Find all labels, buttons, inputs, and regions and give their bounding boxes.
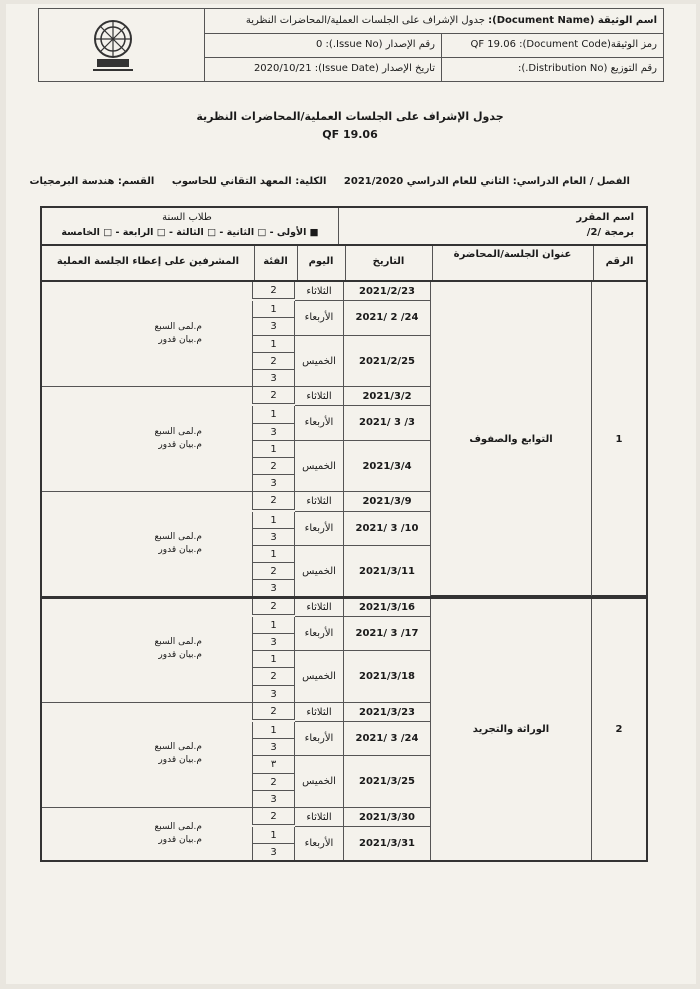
header-row-doc-name (205, 9, 663, 34)
group-cell: 3 (252, 475, 295, 492)
day-cell: الخميس (295, 336, 343, 388)
day-cell: الأربعاء (295, 617, 343, 651)
doc-code-label: رمز الوثيقة(Document Code): (519, 39, 657, 50)
col-group: الفئة (263, 256, 288, 267)
issue-date-value: 2020/10/21 (253, 63, 312, 74)
day-cell: الثلاثاء (295, 808, 343, 827)
date-cell: 2021/3/31 (343, 827, 430, 861)
group-cell: 1 (252, 336, 295, 353)
date-cell: 2021/3/2 (343, 387, 430, 406)
document-code-title: QF 19.06 (322, 128, 378, 141)
supervisor-name: م.بيان قدور (158, 439, 202, 450)
col-date: التاريخ (372, 256, 405, 267)
date-cell: 2021/ 3 /17 (343, 617, 430, 651)
supervisor-name: م.بيان قدور (158, 544, 202, 555)
supervisor-name: م.بيان قدور (158, 834, 202, 845)
day-cell: الأربعاء (295, 512, 343, 546)
date-cell: 2021/3/25 (343, 756, 430, 808)
date-cell: 2021/3/18 (343, 651, 430, 703)
supervisor-name: م.لمى السبع (154, 742, 202, 753)
day-cell: الثلاثاء (295, 492, 343, 511)
logo-cell (39, 9, 205, 81)
group-cell: 2 (252, 282, 295, 299)
group-cell: 2 (252, 598, 295, 615)
group-cell: ٣ (252, 756, 295, 773)
day-cell: الخميس (295, 546, 343, 598)
group-cell: 3 (252, 529, 295, 546)
date-cell: 2021/ 3 /3 (343, 406, 430, 440)
group-cell: 1 (252, 651, 295, 668)
issue-no-value: 0 (315, 39, 323, 50)
course-info-box (40, 206, 648, 246)
group-cell: 1 (252, 441, 295, 458)
group-cell: 3 (252, 370, 295, 387)
supervisor-name: م.لمى السبع (154, 426, 202, 437)
document-title: جدول الإشراف على الجلسات العملية/المحاضرات النظرية (196, 110, 504, 123)
day-cell: الأربعاء (295, 722, 343, 756)
session-num-cell: 2 (591, 598, 648, 862)
col-supervisors: المشرفين على إعطاء الجلسة العملية (56, 256, 240, 267)
supervisor-name: م.بيان قدور (158, 650, 202, 661)
distribution-label: رقم التوزيع (Distribution No.): (517, 63, 657, 74)
university-logo-icon (83, 15, 143, 75)
supervisor-name: م.لمى السبع (154, 821, 202, 832)
students-year-options: ■ الأولى - □ الثانية - □ الثالثة - □ الرابعة - □ الخامسة (61, 227, 319, 238)
group-cell: 2 (252, 563, 295, 580)
day-cell: الأربعاء (295, 827, 343, 861)
date-cell: 2021/2/25 (343, 336, 430, 388)
date-cell: 2021/3/11 (343, 546, 430, 598)
date-cell: 2021/2/23 (343, 282, 430, 301)
session-num-cell: 1 (591, 282, 648, 598)
faculty-info: الكلية: المعهد التقاني للحاسوب (171, 176, 327, 187)
header-row-code (205, 33, 663, 58)
day-cell: الثلاثاء (295, 703, 343, 722)
group-cell: 2 (252, 703, 295, 720)
group-cell: 2 (252, 668, 295, 685)
group-cell: 1 (252, 827, 295, 844)
date-cell: 2021/3/16 (343, 598, 430, 617)
day-cell: الثلاثاء (295, 282, 343, 301)
col-num: الرقم (605, 256, 634, 267)
group-cell: 1 (252, 512, 295, 529)
course-name-value: برمجة /2/ (586, 227, 634, 238)
day-cell: الخميس (295, 756, 343, 808)
day-cell: الأربعاء (295, 301, 343, 335)
date-cell: 2021/ 2 /24 (343, 301, 430, 335)
group-cell: 2 (252, 774, 295, 791)
group-cell: 1 (252, 546, 295, 563)
supervisor-name: م.بيان قدور (158, 334, 202, 345)
group-cell: 1 (252, 301, 295, 318)
date-cell: 2021/ 3 /10 (343, 512, 430, 546)
group-cell: 3 (252, 791, 295, 808)
group-cell: 2 (252, 492, 295, 509)
supervisor-name: م.لمى السبع (154, 531, 202, 542)
date-cell: 2021/3/23 (343, 703, 430, 722)
date-cell: 2021/3/30 (343, 808, 430, 827)
department-info: القسم: هندسة البرمجيات (29, 176, 155, 187)
doc-name-value: جدول الإشراف على الجلسات العملية/المحاضرات النظرية (245, 15, 485, 26)
table-frame (40, 282, 648, 862)
col-day: اليوم (308, 256, 334, 267)
header-row-distribution (205, 57, 663, 81)
session-title-cell: التوابع والصفوف (430, 282, 591, 598)
date-cell: 2021/3/9 (343, 492, 430, 511)
group-cell: 3 (252, 739, 295, 756)
doc-name-label: اسم الوثيقة (Document Name): (488, 15, 657, 26)
day-cell: الثلاثاء (295, 387, 343, 406)
session-title-cell: الوراثة والتجريد (430, 598, 591, 862)
group-cell: 2 (252, 808, 295, 825)
date-cell: 2021/ 3 /24 (343, 722, 430, 756)
group-cell: 2 (252, 387, 295, 404)
supervisor-name: م.لمى السبع (154, 321, 202, 332)
doc-code-value: QF 19.06 (470, 39, 516, 50)
group-cell: 3 (252, 634, 295, 651)
day-cell: الثلاثاء (295, 598, 343, 617)
course-name-label: اسم المقرر (576, 212, 634, 223)
group-cell: 1 (252, 617, 295, 634)
supervisor-name: م.لمى السبع (154, 637, 202, 648)
day-cell: الخميس (295, 441, 343, 493)
date-cell: 2021/3/4 (343, 441, 430, 493)
day-cell: الخميس (295, 651, 343, 703)
group-cell: 1 (252, 722, 295, 739)
students-year-label: طلاب السنة (162, 212, 212, 223)
col-title: عنوان الجلسة/المحاضرة (453, 249, 572, 260)
group-cell: 2 (252, 353, 295, 370)
issue-date-label: تاريخ الإصدار (Issue Date): (314, 63, 435, 74)
group-cell: 3 (252, 580, 295, 597)
document-header (38, 8, 664, 82)
group-cell: 3 (252, 318, 295, 335)
group-cell: 3 (252, 424, 295, 441)
semester-info: الفصل / العام الدراسي: الثاني للعام الدراسي 2021/2020 (343, 176, 630, 187)
group-cell: 3 (252, 686, 295, 703)
table-header-row (40, 246, 648, 282)
issue-no-label: رقم الإصدار (Issue No.): (325, 39, 435, 50)
group-cell: 3 (252, 844, 295, 861)
day-cell: الأربعاء (295, 406, 343, 440)
group-cell: 2 (252, 458, 295, 475)
group-cell: 1 (252, 406, 295, 423)
course-info-line (16, 176, 631, 187)
supervisor-name: م.بيان قدور (158, 755, 202, 766)
